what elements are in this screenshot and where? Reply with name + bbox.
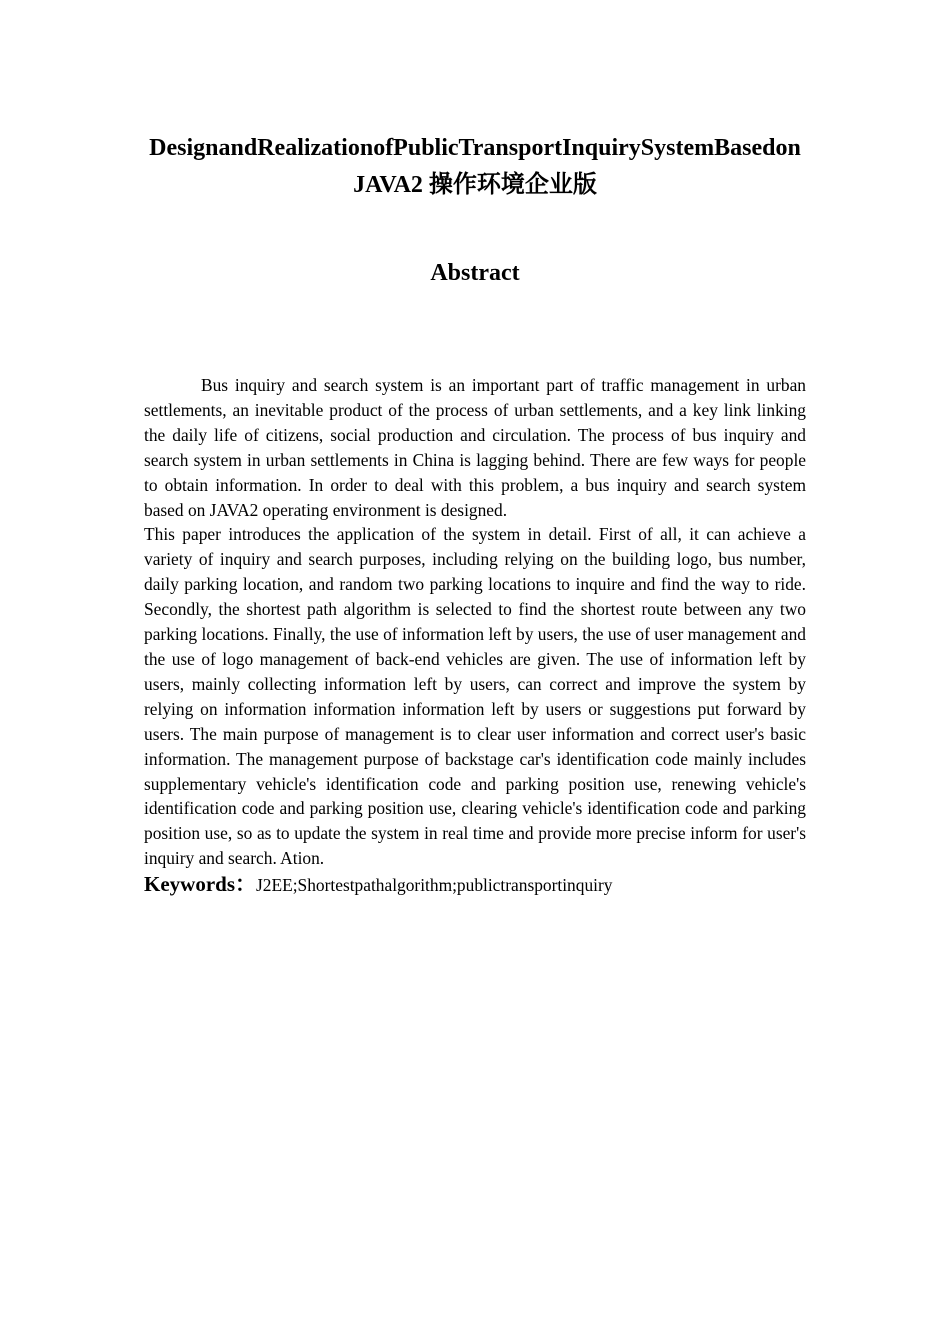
abstract-paragraph-2: This paper introduces the application of the system in detail. First of all, it can achieve a variety of inquiry and search purposes, including relying on the building logo, bus number, daily parking location, and random two parking locations to inquire and find the way to ride. Secondly, the shortest path algorithm is selected to find the shortest route between any two parking locations. Finally, the use of information left by users, the use of user management and the use of logo management of back-end vehicles are given. The use of information left by users, mainly collecting information left by users, can correct and improve the system by relying on information information information left by users or suggestions put forward by users. The main purpose of management is to clear user information and correct user's basic information. The management purpose of backstage car's identification code mainly includes supplementary vehicle's identification code and parking position use, renewing vehicle's identification code and parking position use, clearing vehicle's identification code and parking position use, so as to update the system in real time and provide more precise inform for user's inquiry and search. Ation. <box>144 524 806 869</box>
abstract-body <box>144 373 806 899</box>
keywords-line <box>144 871 806 899</box>
keywords-label: Keywords： <box>144 872 256 897</box>
abstract-paragraph-1: Bus inquiry and search system is an important part of traffic management in urban settlements, an inevitable product of the process of urban settlements, and a key link linking the daily life of citizens, social production and circulation. The process of bus inquiry and search system in urban settlements in China is lagging behind. There are few ways for people to obtain information. In order to deal with this problem, a bus inquiry and search system based on JAVA2 operating environment is designed. <box>144 375 806 520</box>
abstract-heading: Abstract <box>430 260 520 286</box>
paper-title: DesignandRealizationofPublicTransportInquirySystemBasedonJAVA2 操作环境企业版 <box>149 135 801 198</box>
keywords-value: J2EE;Shortestpathalgorithm;publictransportinquiry <box>256 875 613 896</box>
